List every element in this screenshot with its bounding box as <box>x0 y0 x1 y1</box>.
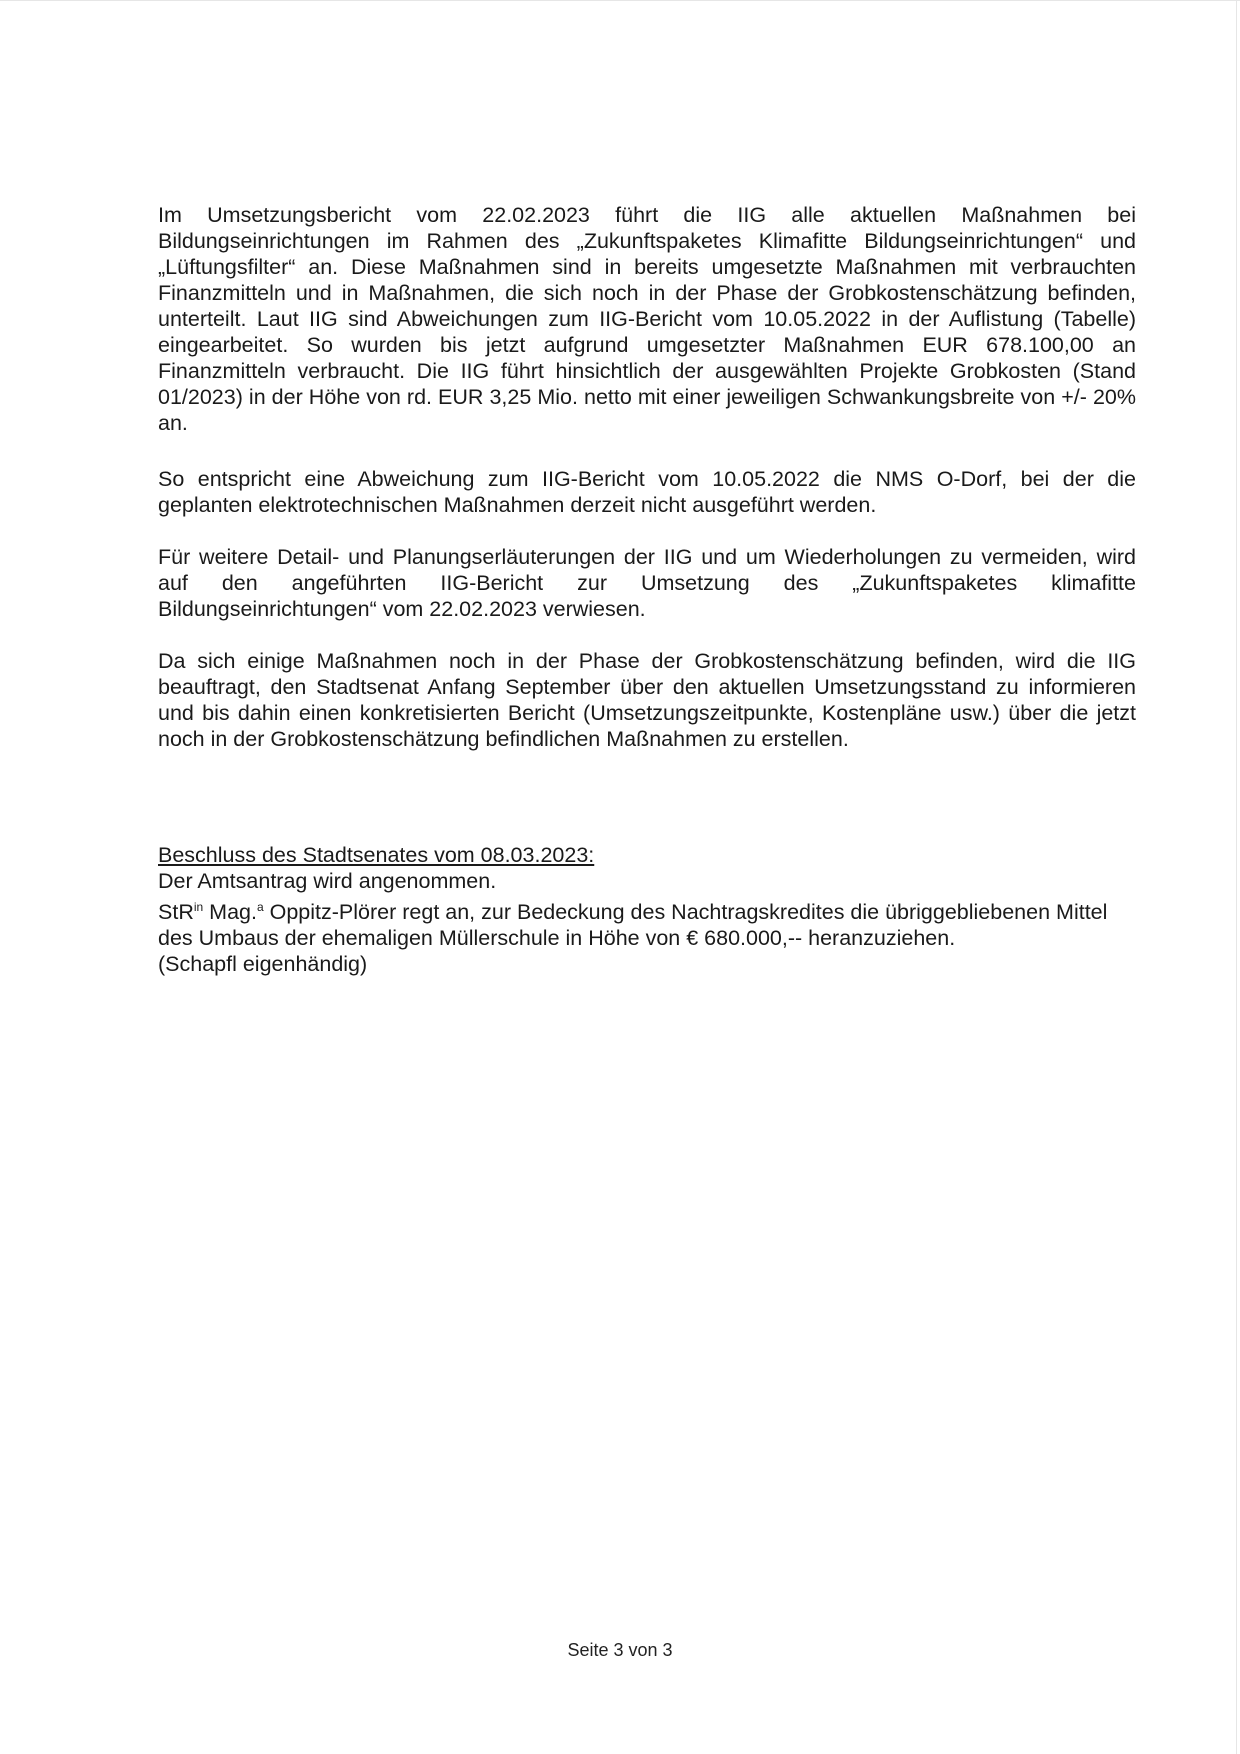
scan-edge-top <box>0 0 1240 1</box>
paragraph-deviation: So entspricht eine Abweichung zum IIG-Bericht vom 10.05.2022 die NMS O-Dorf, bei der die geplanten elektrotechnischen Maßnahmen derzeit nicht ausgeführt werden. <box>158 467 1136 517</box>
paragraph-reference: Für weitere Detail- und Planungserläuterungen der IIG und um Wiederholungen zu vermeiden, wird auf den angeführten IIG-Bericht zur Umsetzung des „Zukunftspaketes klimafitte Bildungseinrichtungen“ vom 22.02.2023 verwiesen. <box>158 545 1136 621</box>
paragraph-implementation-report: Im Umsetzungsbericht vom 22.02.2023 führt die IIG alle aktuellen Maßnahmen bei Bildungseinrichtungen im Rahmen des „Zukunftspaketes Klimafitte Bildungseinrichtungen“ und „Lüftungsfilter“ an. Diese Maßnahmen sind in bereits umgesetzte Maßnahmen mit verbrauchten Finanzmitteln und in Maßnahmen, die sich noch in der Phase der Grobkostenschätzung befinden, unterteilt. Laut IIG sind Abweichungen zum IIG-Bericht vom 10.05.2022 in der Auflistung (Tabelle) eingearbeitet. So wurden bis jetzt aufgrund umgesetzter Maßnahmen EUR 678.100,00 an Finanzmitteln verbraucht. Die IIG führt hinsichtlich der ausgewählten Projekte Grobkosten (Stand 01/2023) in der Höhe von rd. EUR 3,25 Mio. netto mit einer jeweiligen Schwankungsbreite von +/- 20% an. <box>158 203 1136 435</box>
title-superscript-a: a <box>256 900 264 914</box>
scan-edge-right <box>1236 0 1237 1754</box>
senate-decision <box>158 842 1136 977</box>
paragraph-assignment: Da sich einige Maßnahmen noch in der Phase der Grobkostenschätzung befinden, wird die IIG beauftragt, den Stadtsenat Anfang September über den aktuellen Umsetzungsstand zu informieren und bis dahin einen konkretisierten Bericht (Umsetzungszeitpunkte, Kostenpläne usw.) über die jetzt noch in der Grobkostenschätzung befindlichen Maßnahmen zu erstellen. <box>158 649 1136 751</box>
decision-line-motion <box>158 894 1136 951</box>
decision-line-accepted: Der Amtsantrag wird angenommen. <box>158 869 497 893</box>
motion-text: Oppitz-Plörer regt an, zur Bedeckung des Nachtragskredites die übriggebliebenen Mittel des Umbaus der ehemaligen Müllerschule in Höhe von € 680.000,-- heranzuziehen. <box>158 900 1108 951</box>
decision-line-signature: (Schapfl eigenhändig) <box>158 952 368 977</box>
page-number: Seite 3 von 3 <box>567 1640 673 1660</box>
title-prefix: StR <box>158 900 194 925</box>
title-superscript-in: in <box>193 900 204 914</box>
decision-heading: Beschluss des Stadtsenates vom 08.03.2023: <box>158 843 595 867</box>
title-mag: Mag. <box>203 900 257 925</box>
